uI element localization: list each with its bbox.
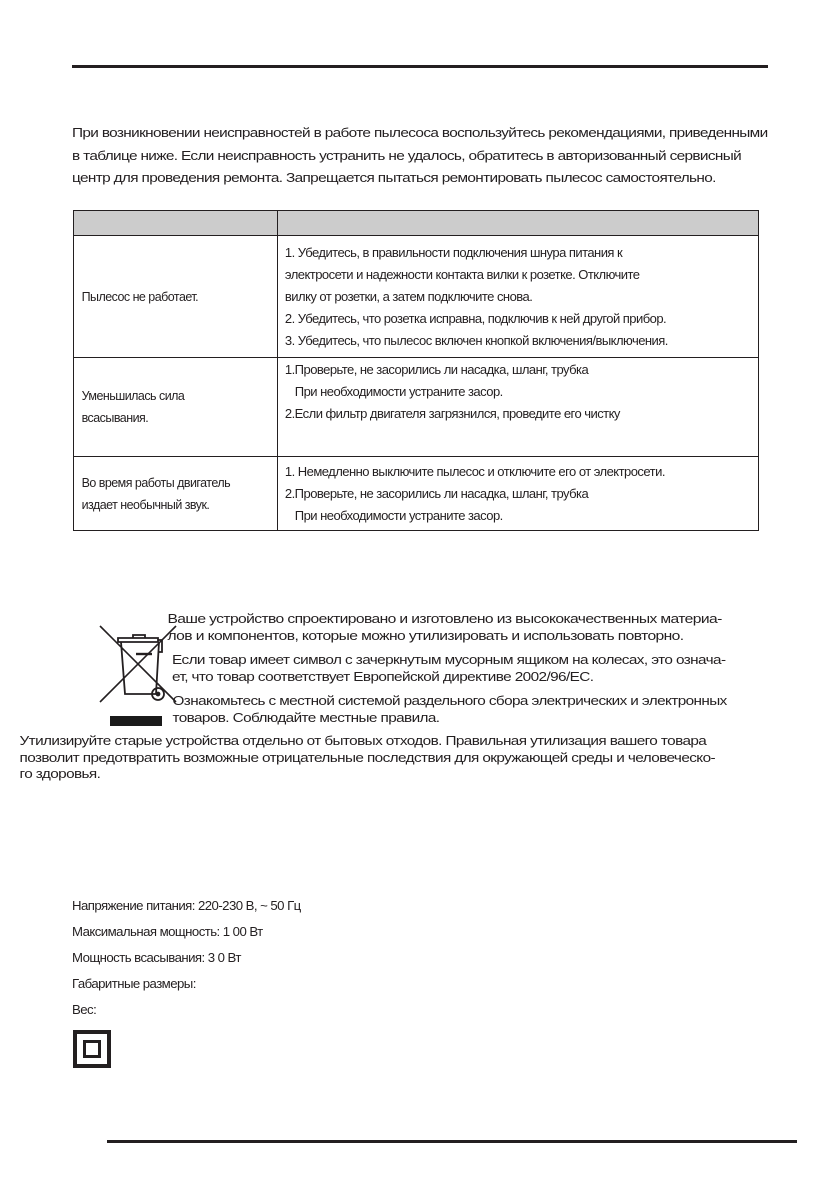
paragraph-line: Утилизируйте старые устройства отдельно от бытовых отходов. Правильная утилизация вашего товара bbox=[19, 733, 707, 748]
specifications bbox=[72, 893, 301, 1023]
table-row bbox=[74, 358, 759, 457]
spec-voltage: Напряжение питания: 220-230 В, ~ 50 Гц bbox=[72, 898, 301, 913]
problem-cell bbox=[74, 358, 278, 457]
problem-text: Во время работы двигатель bbox=[81, 474, 231, 490]
troubleshooting-table bbox=[73, 210, 759, 531]
paragraph-line: Если товар имеет символ с зачеркнутым мусорным ящиком на колесах, это означа- bbox=[172, 652, 726, 667]
weee-black-bar bbox=[110, 716, 162, 726]
paragraph-line: ет, что товар соответствует Европейской директиве 2002/96/EC. bbox=[172, 668, 594, 684]
disposal-paragraph bbox=[20, 733, 716, 783]
recycling-paragraph bbox=[172, 652, 725, 685]
table-row bbox=[74, 236, 759, 358]
table-header-row bbox=[74, 211, 759, 236]
paragraph-line: товаров. Соблюдайте местные правила. bbox=[172, 709, 440, 725]
problem-text: Уменьшилась сила bbox=[81, 388, 185, 403]
problem-text: всасывания. bbox=[81, 410, 149, 425]
table-row bbox=[74, 457, 759, 531]
solution-line: 1. Убедитесь, в правильности подключения шнура питания к bbox=[284, 244, 623, 260]
header-problem bbox=[74, 211, 278, 236]
solution-cell bbox=[278, 457, 759, 531]
problem-text: Пылесос не работает. bbox=[81, 288, 199, 304]
spec-max-power: Максимальная мощность: 1 00 Вт bbox=[72, 924, 263, 939]
top-rule bbox=[72, 65, 768, 68]
solution-line: 3. Убедитесь, что пылесос включен кнопкой включения/выключения. bbox=[284, 332, 668, 348]
solution-line: электросети и надежности контакта вилки к розетке. Отключите bbox=[284, 266, 640, 282]
recycling-paragraph bbox=[167, 611, 721, 644]
intro-line: в таблице ниже. Если неисправность устранить не удалось, обратитесь в авторизованный сервисный bbox=[72, 147, 742, 163]
spec-dimensions: Габаритные размеры: bbox=[72, 976, 196, 991]
recycling-paragraph bbox=[172, 693, 726, 726]
paragraph-line: позволит предотвратить возможные отрицательные последствия для окружающей среды и человеческо- bbox=[19, 749, 716, 765]
problem-cell bbox=[74, 236, 278, 358]
problem-text: издает необычный звук. bbox=[81, 496, 210, 512]
solution-line: 2.Если фильтр двигателя загрязнился, проведите его чистку bbox=[284, 406, 620, 421]
double-insulation-inner-square bbox=[83, 1040, 101, 1058]
spec-suction-power: Мощность всасывания: 3 0 Вт bbox=[72, 950, 241, 965]
double-insulation-icon bbox=[73, 1030, 111, 1068]
bottom-rule bbox=[107, 1140, 797, 1143]
problem-cell bbox=[74, 457, 278, 531]
solution-line: 1. Немедленно выключите пылесос и отключите его от электросети. bbox=[284, 463, 665, 479]
paragraph-line: лов и компонентов, которые можно утилизировать и использовать повторно. bbox=[167, 627, 684, 643]
solution-line: 1.Проверьте, не засорились ли насадка, шланг, трубка bbox=[284, 362, 589, 377]
solution-line: При необходимости устраните засор. bbox=[294, 384, 503, 399]
solution-cell bbox=[278, 236, 759, 358]
intro-line: центр для проведения ремонта. Запрещается пытаться ремонтировать пылесос самостоятельно. bbox=[72, 170, 716, 185]
header-solution bbox=[278, 211, 759, 236]
paragraph-line: Ваше устройство спроектировано и изготовлено из высококачественных материа- bbox=[167, 611, 722, 626]
solution-cell bbox=[278, 358, 759, 457]
solution-line: вилку от розетки, а затем подключите снова. bbox=[284, 288, 533, 304]
paragraph-line: го здоровья. bbox=[19, 766, 101, 781]
intro-line: При возникновении неисправностей в работе пылесоса воспользуйтесь рекомендациями, приведенными bbox=[72, 125, 768, 140]
paragraph-line: Ознакомьтесь с местной системой раздельного сбора электрических и электронных bbox=[172, 693, 727, 708]
intro-paragraph bbox=[72, 122, 768, 190]
spec-weight: Вес: bbox=[72, 1002, 97, 1017]
solution-line: 2.Проверьте, не засорились ли насадка, шланг, трубка bbox=[284, 485, 589, 501]
solution-line: 2. Убедитесь, что розетка исправна, подключив к ней другой прибор. bbox=[284, 310, 667, 326]
solution-line: При необходимости устраните засор. bbox=[294, 507, 503, 523]
